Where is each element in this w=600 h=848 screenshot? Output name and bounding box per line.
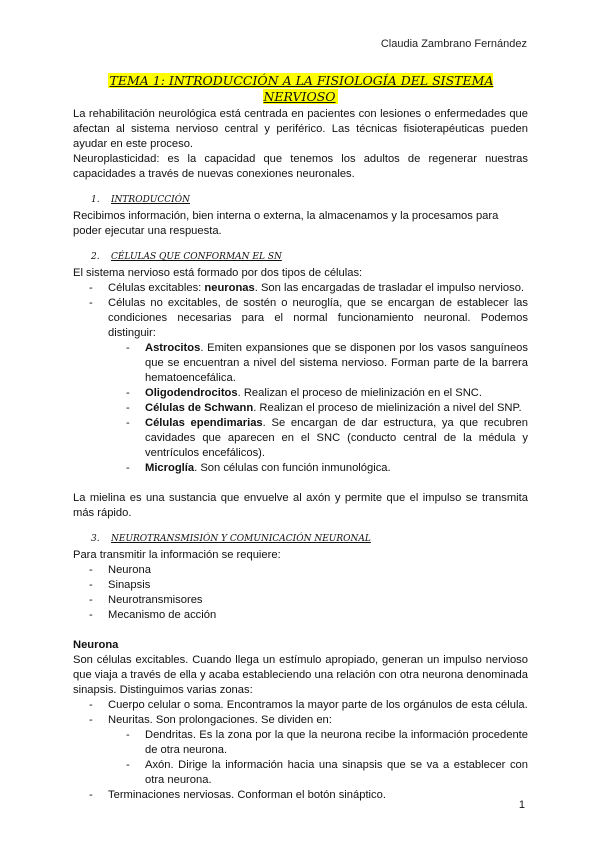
section-3-lead: Para transmitir la información se requiere: [73, 549, 281, 561]
list-item: - Sinapsis [73, 578, 528, 593]
section-number: 3. [91, 534, 100, 544]
list-item [73, 461, 528, 476]
item-text: Neuritas. Son prolongaciones. Se dividen en: [108, 714, 332, 726]
section-number: 2. [91, 252, 100, 262]
list-item [73, 341, 528, 386]
section-2-lead: El sistema nervioso está formado por dos tipos de células: [73, 267, 363, 279]
intro-paragraph: La rehabilitación neurológica está centrada en pacientes con lesiones o enfermedades que afectan al sistema nervioso central y periférico. Las técnicas fisioterapéuticas pueden ayudar en este proceso. [73, 108, 528, 150]
list-item [73, 386, 528, 401]
section-title: NEUROTRANSMISIÓN Y COMUNICACIÓN NEURONAL [111, 534, 371, 544]
list-item [73, 281, 528, 296]
list-item [73, 713, 528, 788]
section-heading-1 [73, 193, 528, 207]
heading-text: Neurona [73, 639, 119, 651]
item-bold: Células de Schwann [145, 402, 254, 414]
neurona-heading [73, 638, 528, 653]
list-item: - Cuerpo celular o soma. Encontramos la mayor parte de los orgánulos de esta célula. [73, 698, 528, 713]
item-text: Células excitables: [108, 282, 205, 294]
requirements-list [73, 563, 528, 623]
page-title [73, 73, 528, 105]
page-number: 1 [518, 799, 525, 811]
zones-list [73, 698, 528, 803]
section-heading-2 [73, 250, 528, 264]
list-item: - Mecanismo de acción [73, 608, 528, 623]
section-1-text: Recibimos información, bien interna o externa, la almacenamos y la procesamos para poder ejecutar una respuesta. [73, 210, 499, 237]
section-title: CÉLULAS QUE CONFORMAN EL SN [111, 252, 282, 262]
item-bold: Microglía [145, 462, 195, 474]
list-item: - Dendritas. Es la zona por la que la neurona recibe la información procedente de otra neurona. [73, 728, 528, 758]
section-number: 1. [91, 195, 100, 205]
list-item: - Terminaciones nerviosas. Conforman el botón sináptico. [73, 788, 528, 803]
title-text: TEMA 1: INTRODUCCIÓN A LA FISIOLOGÍA DEL SISTEMA NERVIOSO [109, 73, 494, 104]
item-bold: Oligodendrocitos [145, 387, 238, 399]
neuroplasticity-paragraph: Neuroplasticidad: es la capacidad que tenemos los adultos de regenerar nuestras capacidades a través de nuevas conexiones neuronales. [73, 153, 528, 180]
neurites-list [73, 728, 528, 788]
list-item: - Axón. Dirige la información hacia una sinapsis que se va a establecer con otra neurona. [73, 758, 528, 788]
list-item: - Neurotransmisores [73, 593, 528, 608]
glia-list [73, 341, 528, 476]
item-bold: Astrocitos [145, 342, 201, 354]
item-text: . Son las encargadas de trasladar el impulso nervioso. [254, 282, 525, 294]
item-text: . Emiten expansiones que se disponen por los vasos sanguíneos que se encuentran a nivel del sistema nervioso. Forman parte de la barrera hematoencefálica. [145, 342, 528, 384]
item-text: Células no excitables, de sostén o neuroglía, que se encargan de establecer las condiciones necesarias para el normal funcionamiento neuronal. Podemos distinguir: [108, 297, 528, 339]
cell-types-list [73, 281, 528, 476]
section-title: INTRODUCCIÓN [111, 195, 190, 205]
item-text: . Realizan el proceso de mielinización a nivel del SNP. [253, 402, 522, 414]
list-item [73, 416, 528, 461]
item-text: . Realizan el proceso de mielinización en el SNC. [237, 387, 482, 399]
item-text: . Son células con función inmunológica. [194, 462, 391, 474]
item-bold: neuronas [204, 282, 255, 294]
item-text: . Se encargan de dar estructura, ya que recubren cavidades que aparecen en el SNC (conducto central de la médula y ventrículos encefálicos). [145, 417, 528, 459]
myelin-paragraph: La mielina es una sustancia que envuelve al axón y permite que el impulso se transmita más rápido. [73, 492, 528, 519]
list-item [73, 401, 528, 416]
list-item: - Neurona [73, 563, 528, 578]
list-item [73, 296, 528, 476]
item-bold: Células ependimarias [145, 417, 263, 429]
neurona-paragraph: Son células excitables. Cuando llega un estímulo apropiado, generan un impulso nervioso que viaja a través de ella y acaba estableciendo una relación con otra neurona denominada sinapsis. Distinguimos varias zonas: [73, 654, 528, 696]
section-heading-3 [73, 532, 528, 546]
document-body [73, 73, 528, 803]
author-name: Claudia Zambrano Fernández [380, 38, 527, 50]
